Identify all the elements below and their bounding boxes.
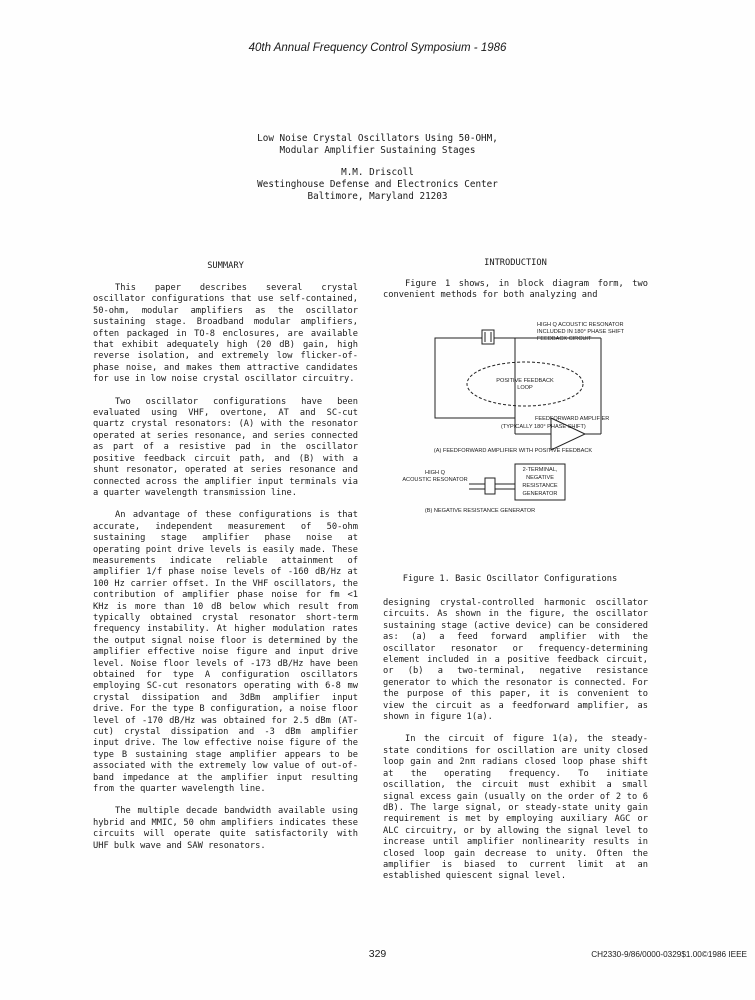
figure-label: POSITIVE FEEDBACK [496, 378, 554, 384]
introduction-section [383, 598, 648, 883]
figure-1 [375, 318, 645, 530]
figure-caption: Figure 1. Basic Oscillator Configurations [402, 574, 618, 584]
figure-sublabel-b: (B) NEGATIVE RESISTANCE GENERATOR [424, 508, 536, 514]
paper-title-block [150, 133, 605, 157]
summary-section [93, 283, 358, 852]
feedforward-amplifier-symbol [551, 418, 585, 450]
paper-title-line-2: Modular Amplifier Sustaining Stages [279, 145, 476, 156]
figure-label: NEGATIVE [526, 475, 554, 481]
figure-label: 2-TERMINAL, [522, 467, 558, 473]
figure-sublabel-a: (A) FEEDFORWARD AMPLIFIER WITH POSITIVE FEEDBACK [433, 448, 593, 454]
conference-header: 40th Annual Frequency Control Symposium - 1986 [248, 42, 507, 54]
figure-label: FEEDBACK CIRCUIT [537, 336, 592, 342]
positive-feedback-loop-arrow [467, 362, 583, 406]
figure-label: HIGH Q [425, 470, 445, 476]
introduction-paragraph: Figure 1 shows, in block diagram form, two convenient methods for both analyzing and [383, 279, 648, 301]
copyright-code: CH2330-9/86/0000-0329$1.00©1986 IEEE [591, 950, 747, 959]
introduction-paragraph: In the circuit of figure 1(a), the steady-state conditions for oscillation are unity closed loop gain and 2nπ radians closed loop phase shift at the operating frequency. To initiate oscillation, the circuit must exhibit a small signal excess gain (usually on the order of 2 to 6 dB). The large signal, or steady-state unity gain requirement is met by employing auxiliary AGC or ALC circuitry, or by allowing the signal level to increase until amplifier nonlinearity results in closed loop gain decrease to unity. Often the amplifier is biased to current limit at an established quiescent signal level. [383, 734, 648, 882]
oscillator-block-diagram [375, 318, 645, 530]
introduction-intro [383, 279, 648, 302]
figure-label: (TYPICALLY 180° PHASE SHIFT) [501, 424, 586, 430]
paper-title-line-1: Low Noise Crystal Oscillators Using 50-OHM, [257, 133, 498, 144]
summary-heading: SUMMARY [207, 261, 244, 271]
summary-paragraph: The multiple decade bandwidth available using hybrid and MMIC, 50 ohm amplifiers indicates these circuits will operate quite satisfactorily with UHF bulk wave and SAW resonators. [93, 806, 358, 851]
author-block [150, 167, 605, 203]
figure-label: FEEDFORWARD AMPLIFIER [535, 416, 610, 422]
figure-label: HIGH Q ACOUSTIC RESONATOR [537, 322, 624, 328]
figure-label: INCLUDED IN 180° PHASE SHIFT [537, 329, 625, 335]
author-location: Baltimore, Maryland 21203 [307, 191, 448, 202]
shunt-resonator-symbol [485, 478, 495, 494]
introduction-paragraph: designing crystal-controlled harmonic oscillator circuits. As shown in the figure, the oscillator sustaining stage (active device) can be considered as: (a) a feed forward amplifier with the oscillator resonator or frequency-determining element included in a positive feedback circuit, or (b) a two-terminal, negative resistance generator to which the resonator is connected. For the purpose of this paper, it is convenient to view the circuit as a feedforward amplifier, as shown in figure 1(a). [383, 598, 648, 723]
summary-paragraph: This paper describes several crystal oscillator configurations that use self-contained, 50-ohm, modular amplifiers as the oscillator sustaining stage. Broadband modular amplifiers, often packaged in TO-8 enclosures, are available that exhibit adequately high (20 dB) gain, high reverse isolation, and extremely low flicker-of-phase noise, and makes them attractive candidates for use in low noise crystal oscillator circuitry. [93, 283, 358, 385]
figure-label: GENERATOR [522, 491, 558, 497]
figure-label: ACOUSTIC RESONATOR [402, 477, 468, 483]
summary-paragraph: An advantage of these configurations is that accurate, independent measurement of 50-ohm sustaining stage amplifier phase noise at operating point drive levels is easily made. These measurements indicate reliable attainment of amplifier 1/f phase noise levels of -160 dB/Hz at 100 Hz carrier offset. In the VHF oscillators, the contribution of amplifier phase noise for fm <1 KHz is more than 10 dB below which result from typically obtained crystal resonator short-term frequency instability. At higher modulation rates the output signal noise floor is determined by the amplifier effective noise figure and input drive level. Noise floor levels of -173 dB/Hz have been obtained for type A configuration oscillators employing SC-cut resonators operating with 6-8 mw crystal dissipation and 3dBm amplifier input drive. For the type B configuration, a noise floor level of -170 dB/Hz was obtained for 2.5 dBm (AT-cut) crystal dissipation and -3 dBm amplifier input drive. The low effective noise figure of the type B sustaining stage amplifier appears to be associated with the extremely low value of out-of-band impedance at the amplifier input resulting from the quarter wavelength line. [93, 510, 358, 795]
figure-label: RESISTANCE [522, 483, 558, 489]
page-number: 329 [368, 948, 387, 960]
figure-label: LOOP [517, 385, 533, 391]
crystal-resonator-symbol [482, 330, 494, 344]
summary-paragraph: Two oscillator configurations have been evaluated using VHF, overtone, AT and SC-cut quartz crystal resonators: (A) with the resonator operated at series resonance, and series connected as part of a resistive pad in the oscillator positive feedback circuit path, and (B) with a shunt resonator, operated at series resonance and connected across the amplifier input terminals via a quarter wavelength transmission line. [93, 396, 358, 498]
author-name: M.M. Driscoll [341, 167, 414, 178]
introduction-heading: INTRODUCTION [484, 258, 547, 268]
author-affiliation: Westinghouse Defense and Electronics Center [257, 179, 498, 190]
